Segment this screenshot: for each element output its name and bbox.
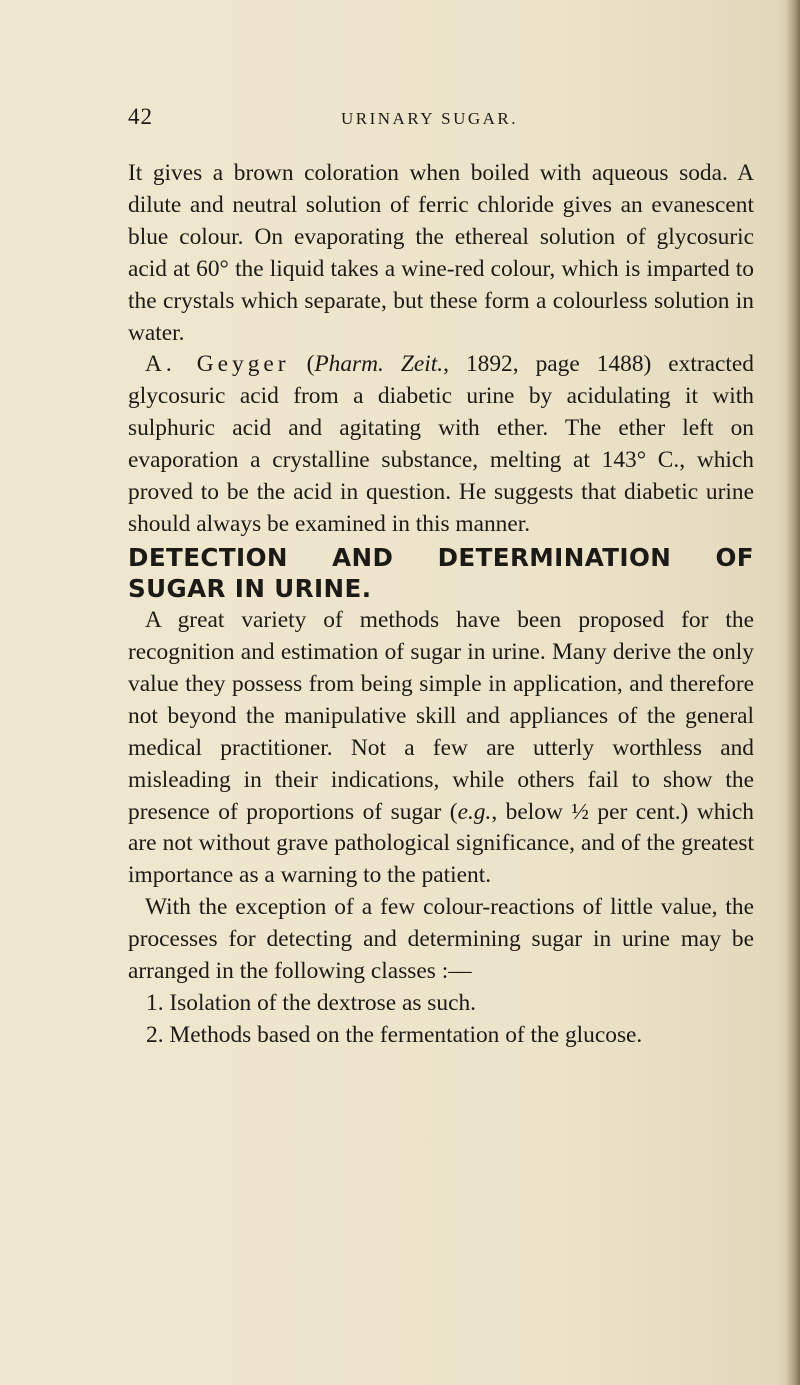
paragraph-methods-end: , below ½ per cent.) which are not without grave pathological significance, and of the greatest importance as a warning to the patient.: [128, 798, 754, 889]
list-item: 1. Isolation of the dextrose as such.: [146, 989, 476, 1016]
paragraph-methods-overview: [128, 605, 754, 892]
paren-open: (: [289, 351, 315, 378]
paragraph-geyger: [128, 349, 754, 540]
paragraph-geyger-rest: , 1892, page 1488) extracted glycosuric acid from a diabetic urine by acidulating it with sulphuric acid and agitating with ether. The ether left on evaporation a crystalline substance, melting at 143° C., which proved to be the acid in question. He suggests that diabetic urine should always be examined in this manner.: [128, 351, 755, 537]
paragraph-glycosuric-properties: It gives a brown coloration when boiled with aqueous soda. A dilute and neutral solution of ferric chloride gives an evanescent blue colour. On evaporating the ethereal solution of glycosuric acid at 60° the liquid takes a wine-red colour, which is imparted to the crystals which separate, but these form a colourless solution in water.: [128, 160, 754, 346]
paragraph-classification: With the exception of a few colour-reactions of little value, the processes for detecting and determining sugar in urine may be arranged in the following classes :—: [128, 894, 754, 985]
abbreviation-eg: e.g.: [457, 798, 492, 825]
author-name: A. Geyger: [145, 351, 290, 378]
page-header: [128, 104, 754, 136]
page-number: 42: [128, 104, 153, 129]
page-edge-shadow: [786, 0, 800, 1385]
body-text: [128, 158, 754, 1052]
journal-title: Pharm. Zeit.: [314, 351, 444, 378]
running-title: URINARY SUGAR.: [341, 109, 519, 128]
list-item: 2. Methods based on the fermentation of the glucose.: [146, 1021, 643, 1048]
paragraph-methods-start: A great variety of methods have been proposed for the recognition and estimation of sugar in urine. Many derive the only value they possess from being simple in application, and therefore not beyond the manipulative skill and appliances of the general medical practitioner. Not a few are utterly worthless and misleading in their indications, while others fail to show the presence of proportions of sugar (: [128, 607, 754, 825]
section-heading: DETECTION AND DETERMINATION OF SUGAR IN URINE.: [128, 542, 754, 604]
